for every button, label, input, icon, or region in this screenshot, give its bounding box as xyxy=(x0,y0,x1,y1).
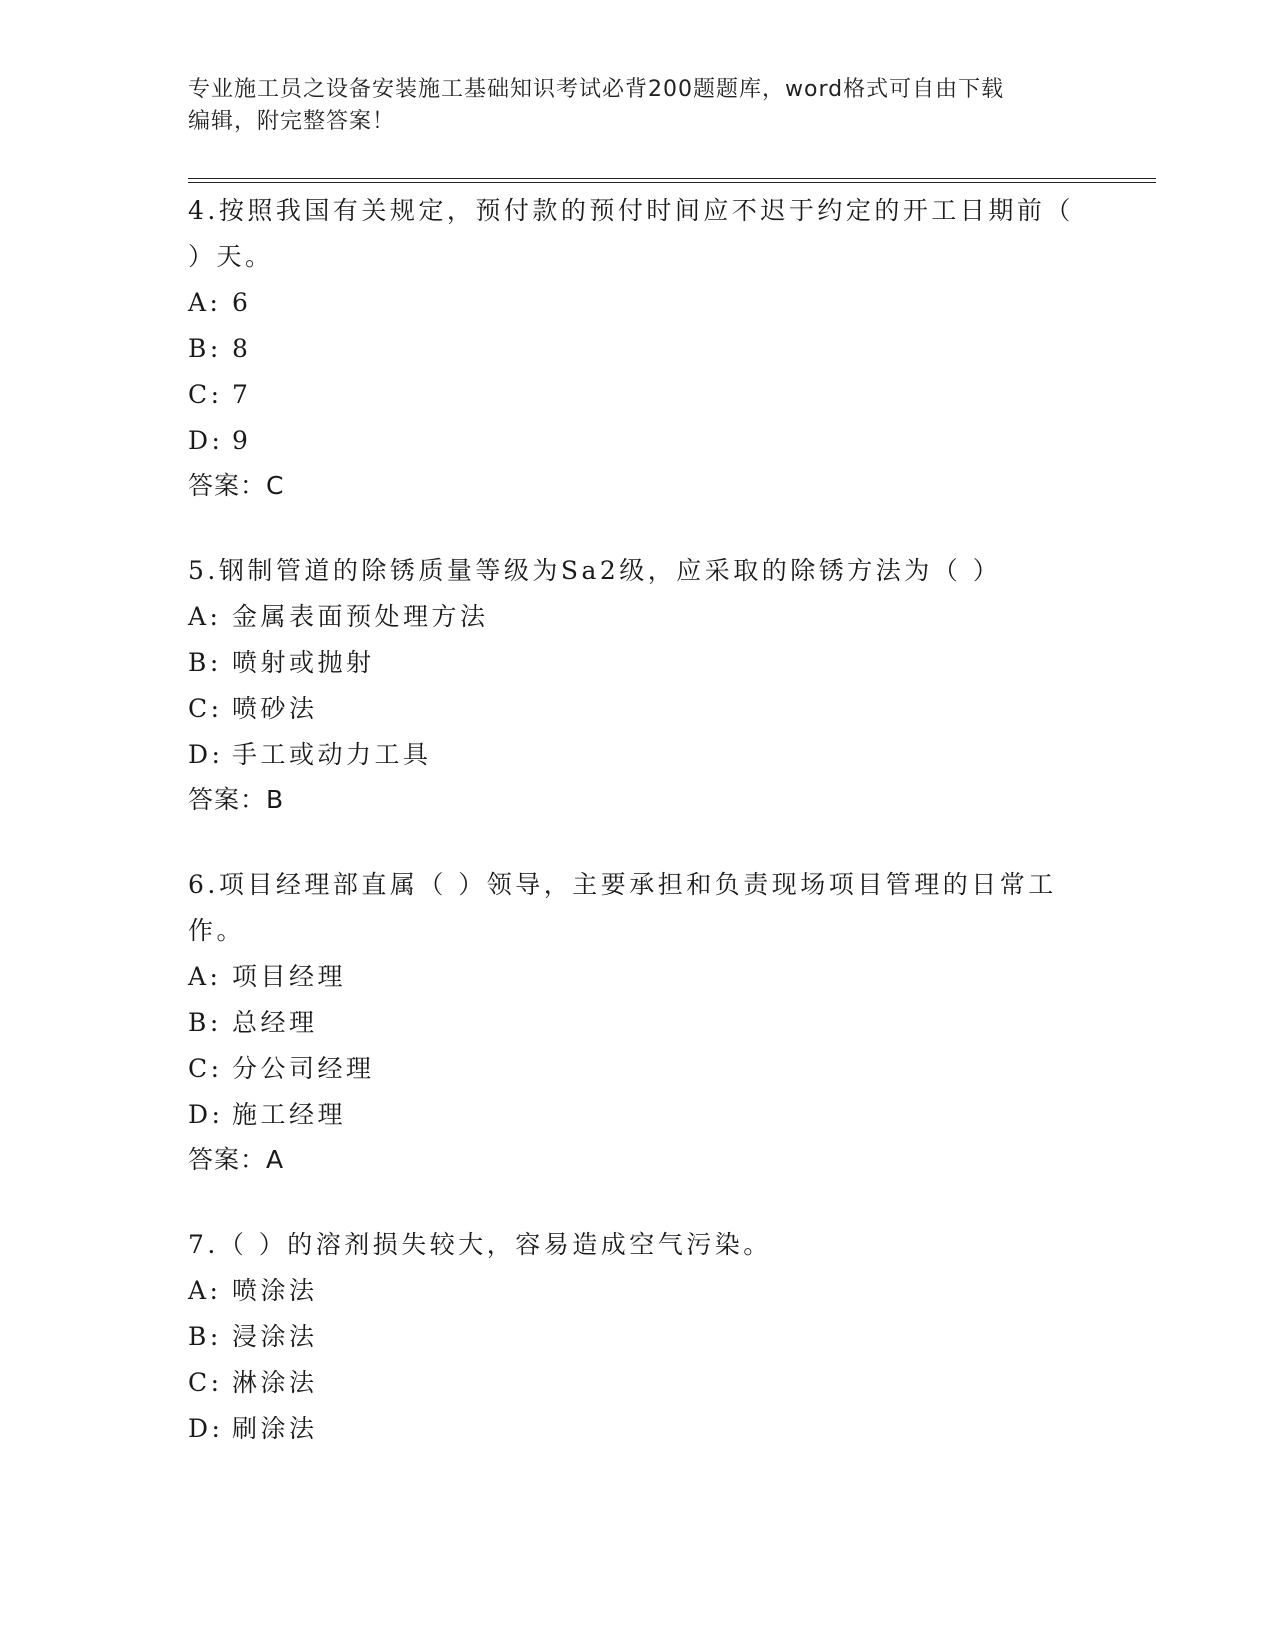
question-item xyxy=(188,188,1088,508)
option-d xyxy=(188,1092,1088,1138)
answer-line: 答案：C xyxy=(188,471,285,500)
option-a xyxy=(188,954,1088,1000)
option-text: 刷涂法 xyxy=(232,1414,318,1443)
option-key: C: xyxy=(188,1368,223,1397)
option-text: 金属表面预处理方法 xyxy=(232,602,489,631)
option-key: C: xyxy=(188,380,223,409)
question-item xyxy=(188,862,1088,1182)
option-text: 项目经理 xyxy=(232,962,347,991)
header-line-2: 编辑，附完整答案！ xyxy=(188,109,396,134)
option-text: 7 xyxy=(232,380,252,409)
option-d xyxy=(188,732,1088,778)
question-stem: 6.项目经理部直属（ ）领导，主要承担和负责现场项目管理的日常工作。 xyxy=(188,870,1057,945)
question-item xyxy=(188,548,1088,822)
option-c xyxy=(188,372,1088,418)
question-stem: 7.（ ）的溶剂损失较大，容易造成空气污染。 xyxy=(188,1230,772,1259)
option-d xyxy=(188,418,1088,464)
question-stem: 4.按照我国有关规定，预付款的预付时间应不迟于约定的开工日期前（ ）天。 xyxy=(188,196,1074,271)
option-key: A: xyxy=(188,288,222,317)
option-text: 分公司经理 xyxy=(232,1054,375,1083)
header-line-1: 专业施工员之设备安装施工基础知识考试必背200题题库，word格式可自由下载 xyxy=(188,77,1005,102)
option-d xyxy=(188,1406,1088,1452)
option-key: D: xyxy=(188,1100,224,1129)
option-text: 6 xyxy=(232,288,252,317)
option-b xyxy=(188,1000,1088,1046)
option-text: 淋涂法 xyxy=(232,1368,318,1397)
question-item xyxy=(188,1222,1088,1452)
option-text: 9 xyxy=(232,426,252,455)
option-a xyxy=(188,1268,1088,1314)
option-key: C: xyxy=(188,694,223,723)
option-c xyxy=(188,1360,1088,1406)
option-key: A: xyxy=(188,1276,222,1305)
option-text: 喷砂法 xyxy=(232,694,318,723)
option-text: 总经理 xyxy=(232,1008,318,1037)
option-key: C: xyxy=(188,1054,223,1083)
header-rule-bottom xyxy=(188,182,1156,183)
option-text: 手工或动力工具 xyxy=(232,740,432,769)
option-b xyxy=(188,1314,1088,1360)
answer-line: 答案：B xyxy=(188,785,285,814)
option-c xyxy=(188,1046,1088,1092)
option-key: D: xyxy=(188,1414,224,1443)
question-list xyxy=(188,188,1088,1492)
option-c xyxy=(188,686,1088,732)
option-key: B: xyxy=(188,648,222,677)
header-rule-top xyxy=(188,178,1156,179)
option-a xyxy=(188,594,1088,640)
option-text: 浸涂法 xyxy=(232,1322,318,1351)
option-text: 8 xyxy=(232,334,252,363)
option-a xyxy=(188,280,1088,326)
option-key: A: xyxy=(188,962,222,991)
option-b xyxy=(188,326,1088,372)
option-key: B: xyxy=(188,334,222,363)
document-header xyxy=(188,74,1068,138)
option-text: 喷射或抛射 xyxy=(232,648,375,677)
question-stem: 5.钢制管道的除锈质量等级为Sa2级，应采取的除锈方法为（ ） xyxy=(188,556,1002,585)
option-key: D: xyxy=(188,740,224,769)
option-text: 喷涂法 xyxy=(232,1276,318,1305)
option-b xyxy=(188,640,1088,686)
option-key: D: xyxy=(188,426,224,455)
option-key: B: xyxy=(188,1008,222,1037)
answer-line: 答案：A xyxy=(188,1145,285,1174)
option-key: B: xyxy=(188,1322,222,1351)
option-key: A: xyxy=(188,602,222,631)
option-text: 施工经理 xyxy=(232,1100,347,1129)
